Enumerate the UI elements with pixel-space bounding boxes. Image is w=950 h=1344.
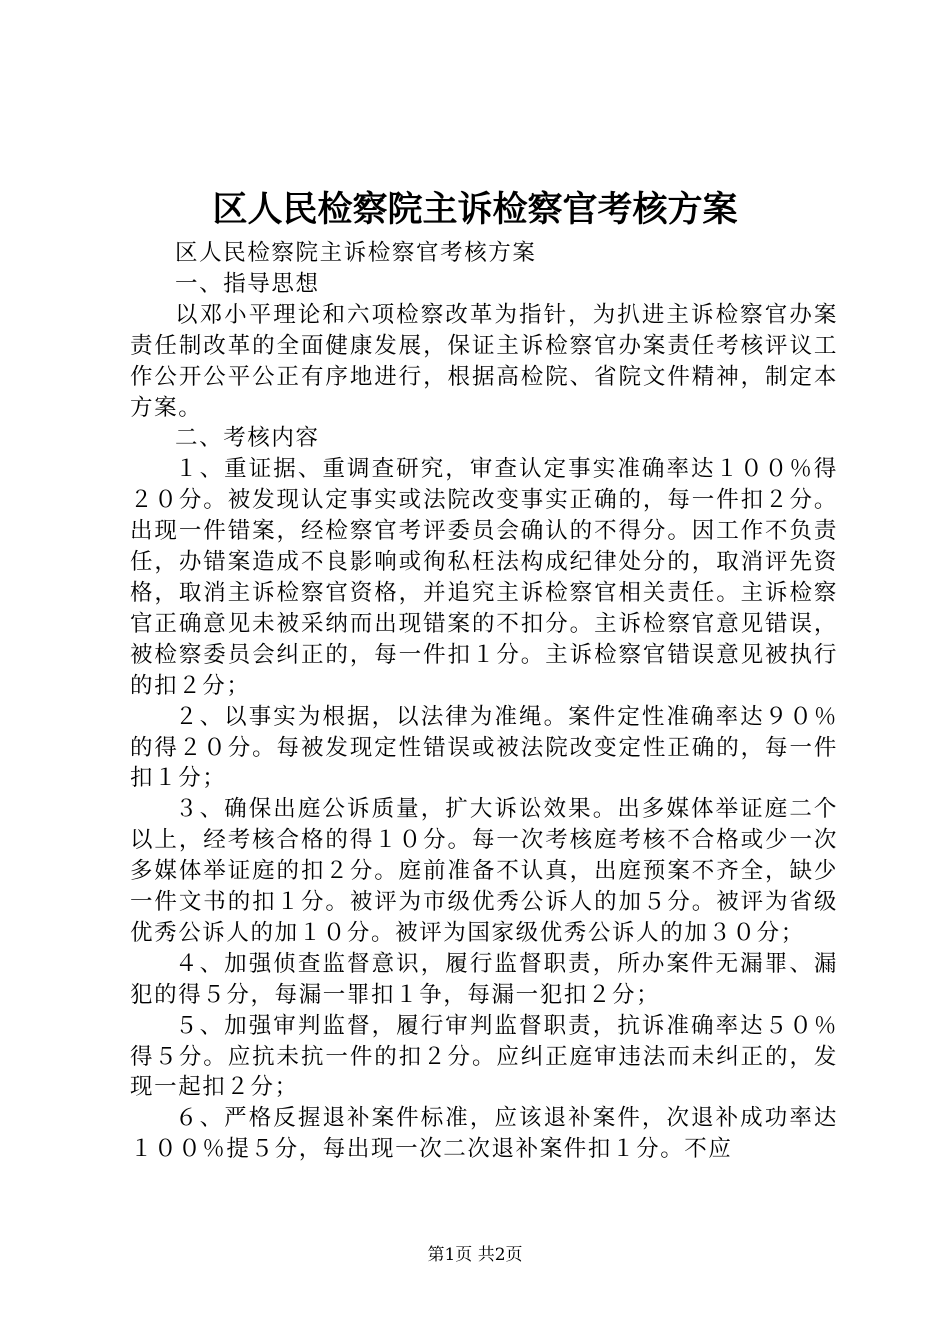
- paragraph-subtitle: 区人民检察院主诉检察官考核方案: [175, 240, 537, 266]
- paragraph-guiding-thought: 以邓小平理论和六项检察改革为指针，为扒进主诉检察官办案责任制改革的全面健康发展，保证主诉检察官办案责任考核评议工作公开公平公正有序地进行，根据高检院、省院文件精神，制定本方案。: [130, 301, 838, 421]
- paragraph-item-2: ２、以事实为根据，以法律为准绳。案件定性准确率达９０％的得２０分。每被发现定性错误或被法院改变定性正确的，每一件扣１分；: [130, 703, 838, 792]
- document-body: [130, 238, 838, 1165]
- paragraph-item-3: ３、确保出庭公诉质量，扩大诉讼效果。出多媒体举证庭二个以上，经考核合格的得１０分。每一次考核庭考核不合格或少一次多媒体举证庭的扣２分。庭前准备不认真，出庭预案不齐全，缺少一件文书的扣１分。被评为市级优秀公诉人的加５分。被评为省级优秀公诉人的加１０分。被评为国家级优秀公诉人的加３０分；: [130, 796, 838, 946]
- document-title: 区人民检察院主诉检察官考核方案: [212, 189, 738, 230]
- page-number-footer: 第1页 共2页: [427, 1245, 523, 1265]
- paragraph-item-6: ６、严格反握退补案件标准，应该退补案件，次退补成功率达１００％提５分，每出现一次二次退补案件扣１分。不应: [130, 1105, 838, 1163]
- paragraph-item-4: ４、加强侦查监督意识，履行监督职责，所办案件无漏罪、漏犯的得５分，每漏一罪扣１争，每漏一犯扣２分；: [130, 950, 838, 1008]
- section-heading-assessment-content: 二、考核内容: [175, 425, 320, 452]
- section-heading-guiding-thought: 一、指导思想: [175, 270, 320, 297]
- paragraph-item-1: １、重证据、重调查研究，审查认定事实准确率达１００％得２０分。被发现认定事实或法院改变事实正确的，每一件扣２分。出现一件错案，经检察官考评委员会确认的不得分。因工作不负责任，办错案造成不良影响或徇私枉法构成纪律处分的，取消评先资格，取消主诉检察官资格，并追究主诉检察官相关责任。主诉检察官正确意见未被采纳而出现错案的不扣分。主诉检察官意见错误，被检察委员会纠正的，每一件扣１分。主诉检察官错误意见被执行的扣２分；: [130, 456, 838, 699]
- paragraph-item-5: ５、加强审判监督，履行审判监督职责，抗诉准确率达５０％得５分。应抗未抗一件的扣２分。应纠正庭审违法而未纠正的，发现一起扣２分；: [130, 1012, 838, 1101]
